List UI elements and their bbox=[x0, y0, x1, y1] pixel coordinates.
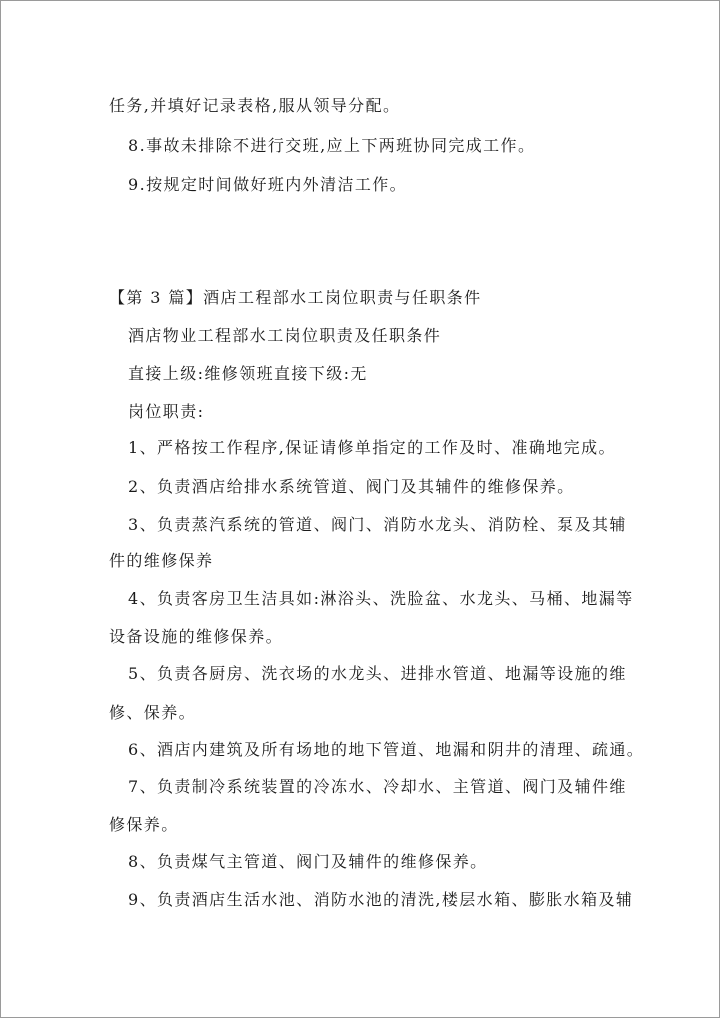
duty-7-line-1: 7、负责制冷系统装置的冷冻水、冷却水、主管道、阀门及辅件维 bbox=[128, 777, 627, 796]
section-heading: 【第 3 篇】酒店工程部水工岗位职责与任职条件 bbox=[109, 288, 482, 307]
duty-3-line-1: 3、负责蒸汽系统的管道、阀门、消防水龙头、消防栓、泵及其辅 bbox=[128, 515, 627, 534]
item-8-line: 8.事故未排除不进行交班,应上下两班协同完成工作。 bbox=[128, 136, 536, 155]
duty-9-line-1: 9、负责酒店生活水池、消防水池的清洗,楼层水箱、膨胀水箱及辅 bbox=[128, 890, 634, 909]
duty-7-line-2: 修保养。 bbox=[109, 815, 179, 834]
duty-1-line-1: 1、严格按工作程序,保证请修单指定的工作及时、准确地完成。 bbox=[128, 438, 616, 457]
duty-2-line-1: 2、负责酒店给排水系统管道、阀门及其辅件的维修保养。 bbox=[128, 477, 575, 496]
duties-label: 岗位职责: bbox=[128, 402, 205, 421]
item-9-line: 9.按规定时间做好班内外清洁工作。 bbox=[128, 175, 408, 194]
duty-4-line-2: 设备设施的维修保养。 bbox=[109, 627, 284, 646]
duty-5-line-1: 5、负责各厨房、洗衣场的水龙头、进排水管道、地漏等设施的维 bbox=[128, 664, 627, 683]
duty-5-line-2: 修、保养。 bbox=[109, 703, 197, 722]
reporting-line: 直接上级:维修领班直接下级:无 bbox=[128, 364, 368, 383]
continuation-line: 任务,并填好记录表格,服从领导分配。 bbox=[109, 96, 401, 115]
section-subtitle: 酒店物业工程部水工岗位职责及任职条件 bbox=[128, 326, 442, 345]
duty-6-line-1: 6、酒店内建筑及所有场地的地下管道、地漏和阴井的清理、疏通。 bbox=[128, 740, 645, 759]
duty-8-line-1: 8、负责煤气主管道、阀门及辅件的维修保养。 bbox=[128, 852, 488, 871]
duty-4-line-1: 4、负责客房卫生洁具如:淋浴头、洗脸盆、水龙头、马桶、地漏等 bbox=[128, 589, 634, 608]
duty-3-line-2: 件的维修保养 bbox=[109, 551, 214, 570]
